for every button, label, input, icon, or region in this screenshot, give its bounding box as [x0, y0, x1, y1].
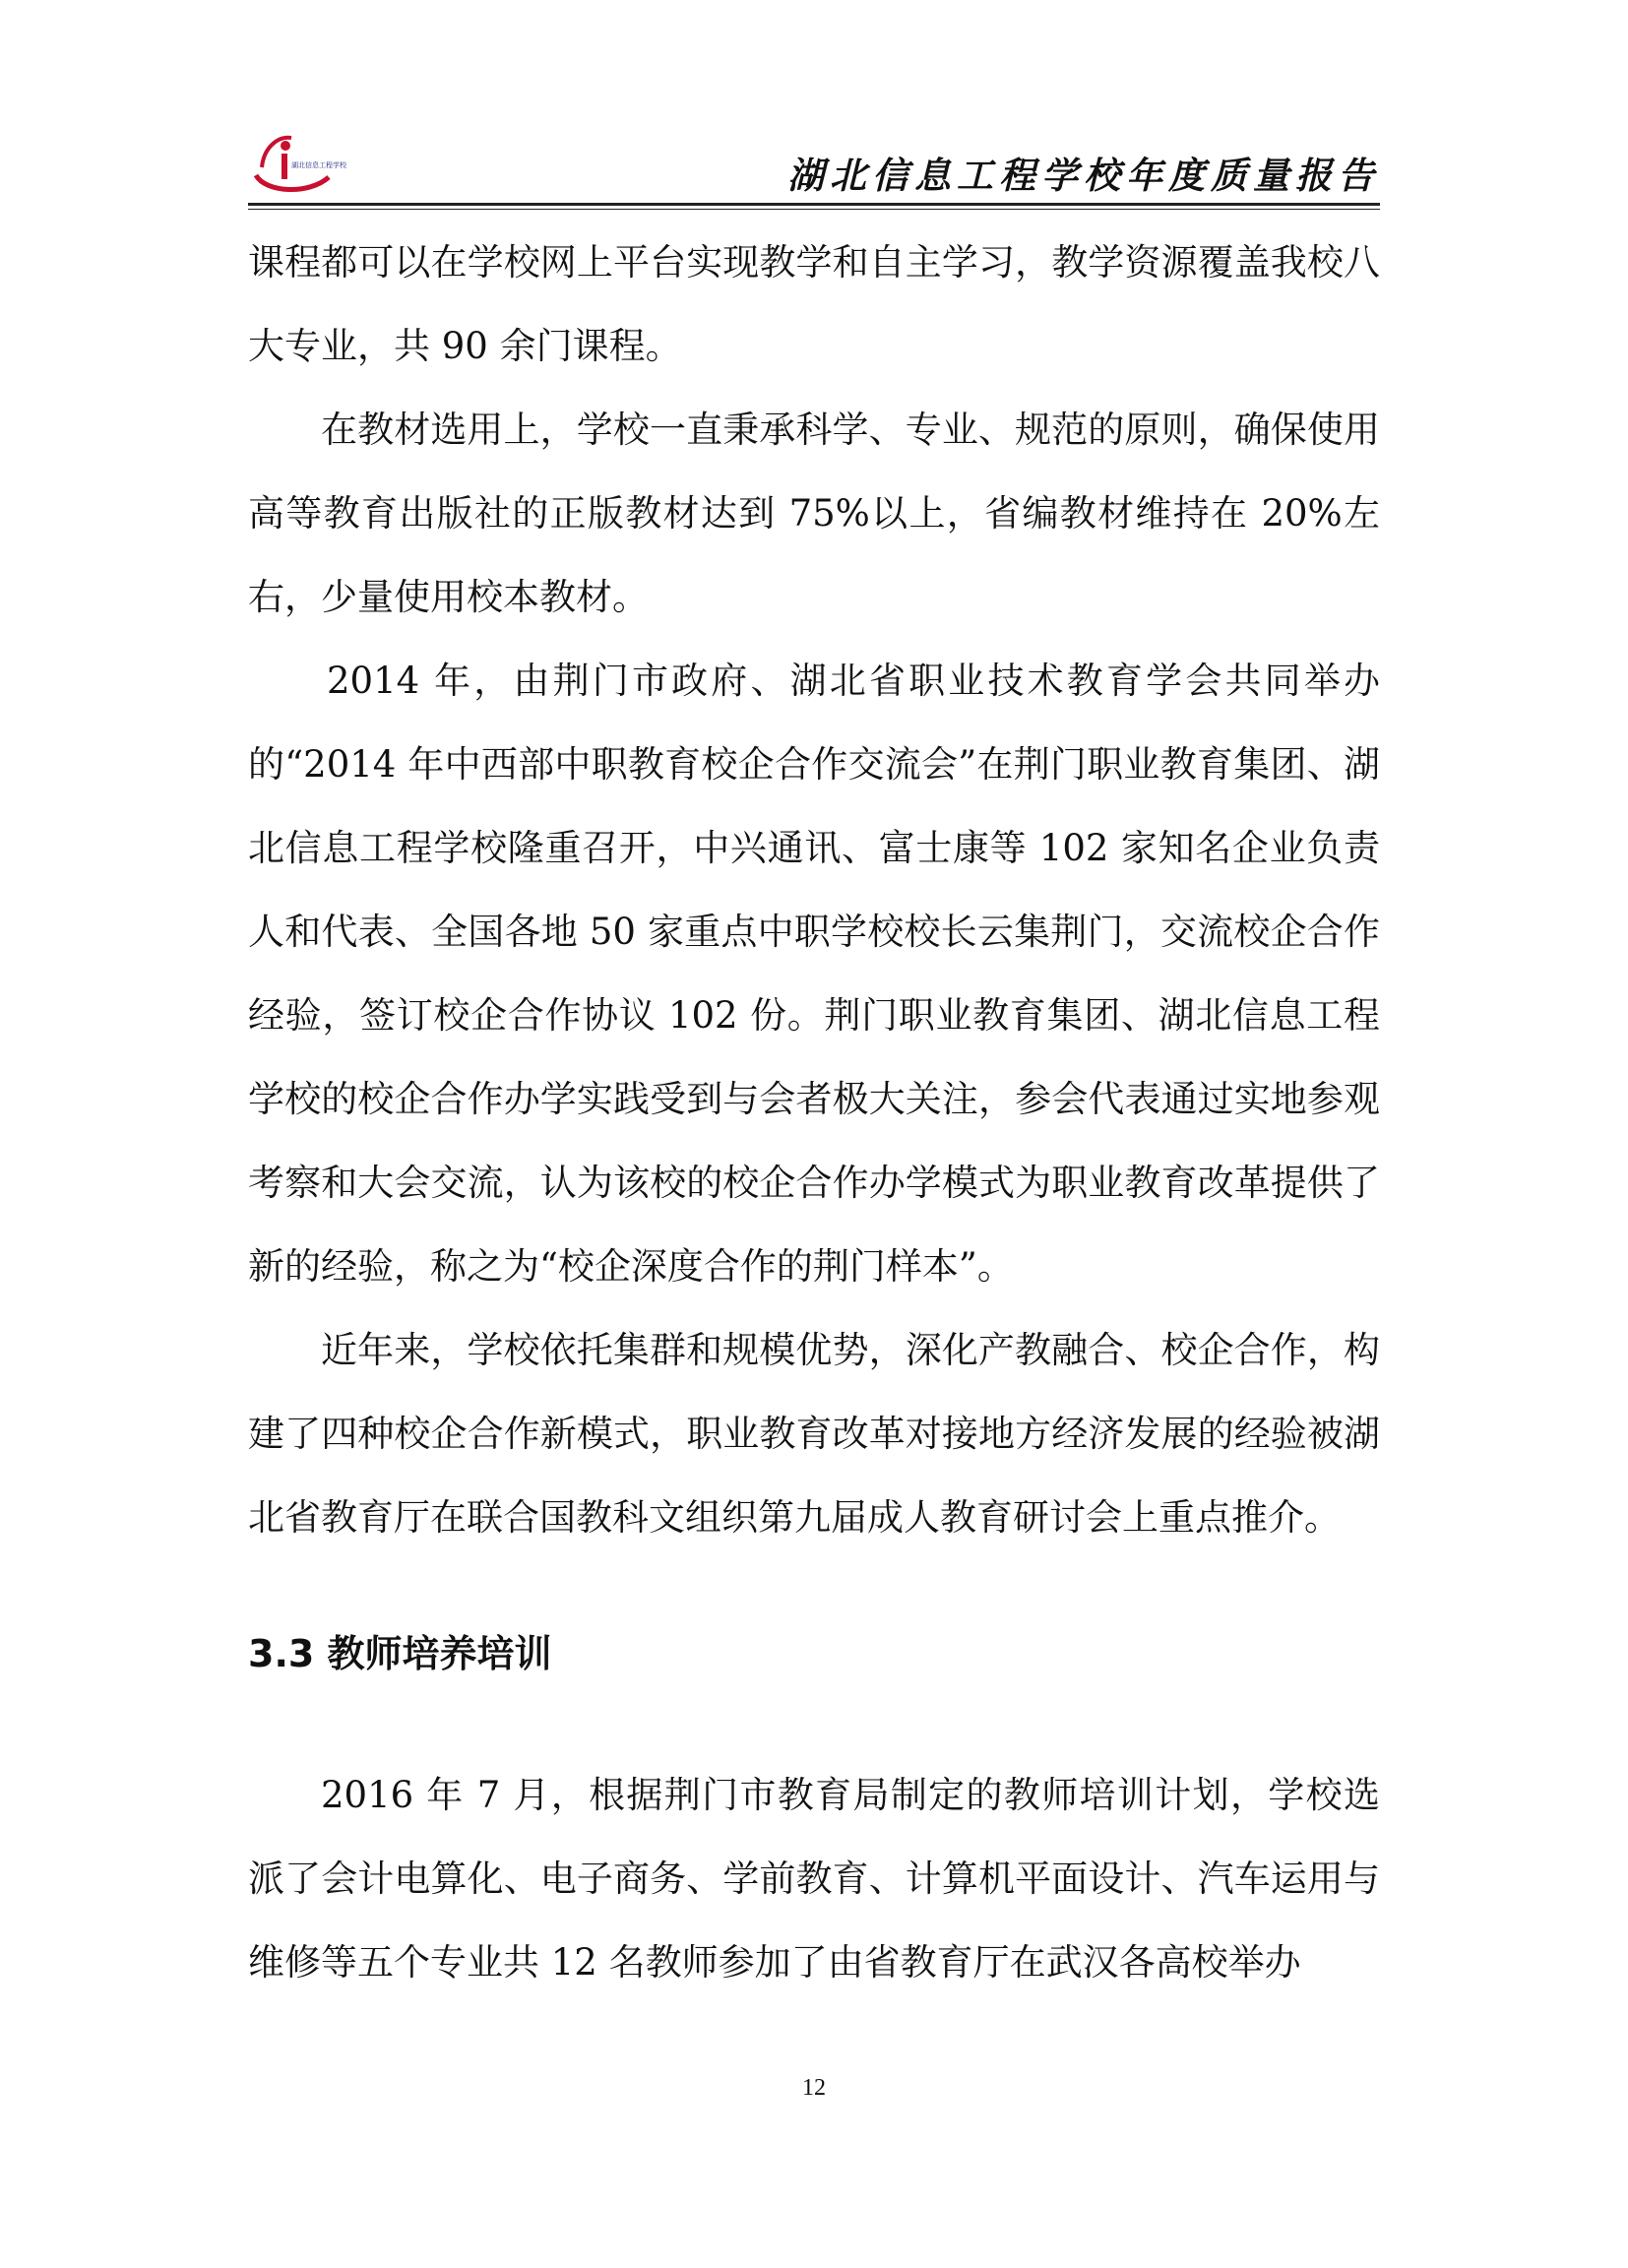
paragraph-textbooks: 在教材选用上，学校一直秉承科学、专业、规范的原则，确保使用高等教育出版社的正版教材达到 75%以上，省编教材维持在 20%左右，少量使用校本教材。 [248, 409, 1380, 618]
paragraph-teacher-training: 2016 年 7 月，根据荆门市教育局制定的教师培训计划，学校选派了会计电算化、电子商务、学前教育、计算机平面设计、汽车运用与维修等五个专业共 12 名教师参加了由省教育厅在武汉各高校举办 [248, 1774, 1380, 1984]
report-title: 湖北信息工程学校年度质量报告 [787, 154, 1380, 197]
paragraph-continued: 课程都可以在学校网上平台实现教学和自主学习，教学资源覆盖我校八大专业，共 90 余门课程。 [248, 241, 1380, 367]
paragraph-conference: 2014 年，由荆门市政府、湖北省职业技术教育学会共同举办的“2014 年中西部中职教育校企合作交流会”在荆门职业教育集团、湖北信息工程学校隆重召开，中兴通讯、富士康等 102 家知名企业负责人和代表、全国各地 50 家重点中职学校校长云集荆门，交流校企合作经验，签订校企合作协议 102 份。荆门职业教育集团、湖北信息工程学校的校企合作办学实践受到与会者极大关注，参会代表通过实地参观考察和大会交流，认为该校的校企合作办学模式为职业教育改革提供了新的经验，称之为“校企深度合作的荆门样本”。 [248, 660, 1380, 1288]
page-number: 12 [802, 2075, 826, 2101]
document-body [248, 220, 1380, 2004]
section-heading: 3.3 教师培养培训 [248, 1632, 552, 1675]
header-divider-thick [248, 203, 1380, 206]
paragraph-recent-years: 近年来，学校依托集群和规模优势，深化产教融合、校企合作，构建了四种校企合作新模式，职业教育改革对接地方经济发展的经验被湖北省教育厅在联合国教科文组织第九届成人教育研讨会上重点推介。 [248, 1329, 1380, 1539]
page-header [248, 128, 1380, 207]
header-divider-thin [248, 209, 1380, 210]
school-logo [248, 128, 346, 197]
logo-text: 湖北信息工程学校 [291, 161, 346, 169]
